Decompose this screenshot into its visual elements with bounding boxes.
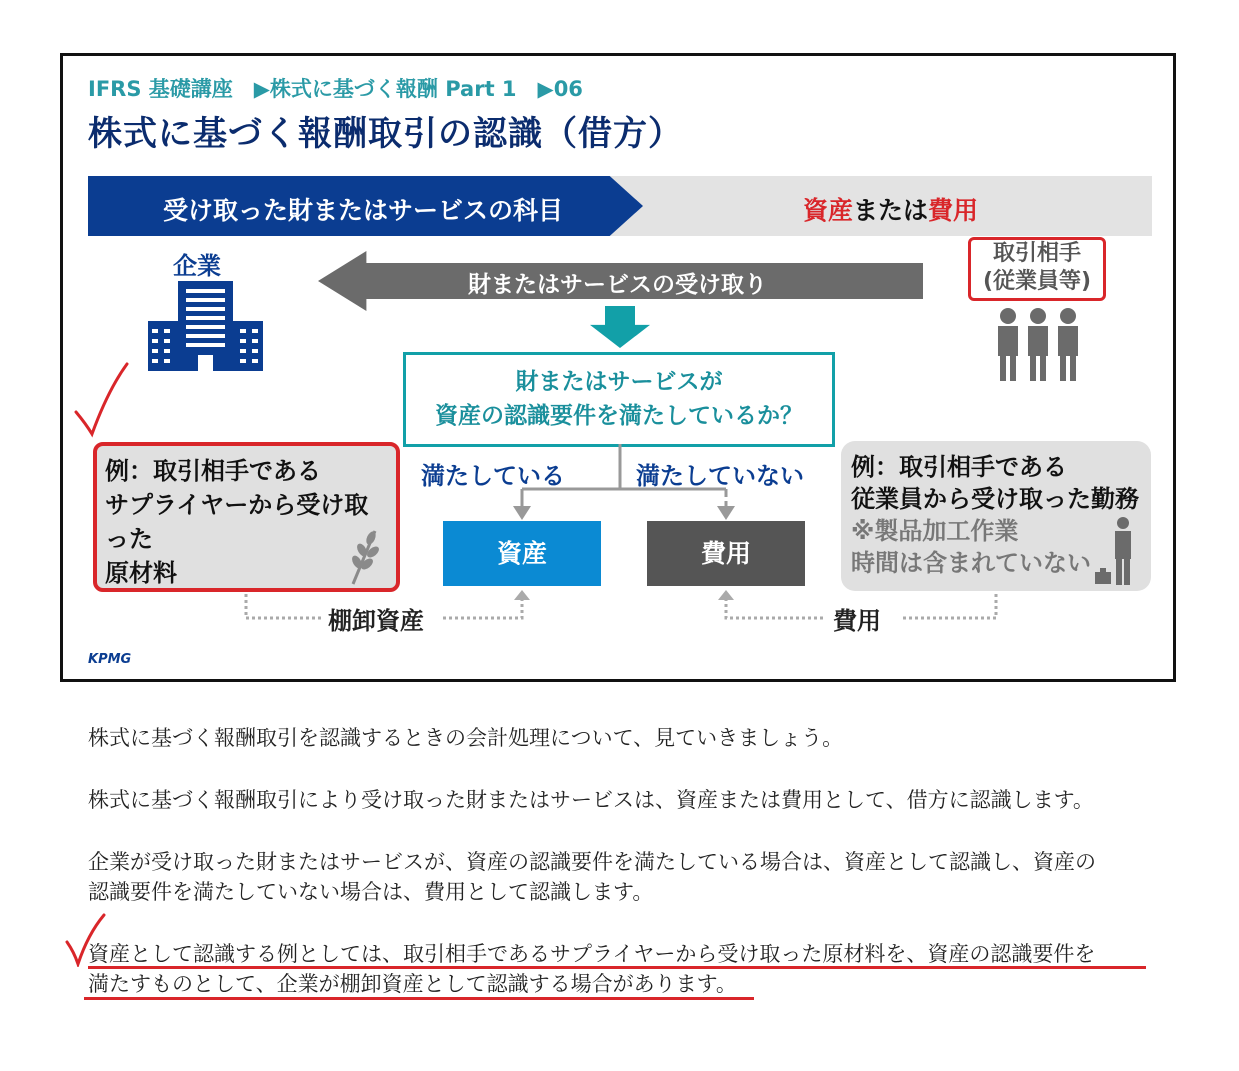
header-bar-left-label: 受け取った財またはサービスの科目 bbox=[163, 196, 564, 225]
checkmark-icon bbox=[72, 360, 132, 440]
asset-word: 資産 bbox=[803, 196, 854, 225]
slide bbox=[60, 53, 1176, 682]
left-example-line: 例：取引相手である bbox=[105, 457, 321, 485]
question-line1: 財またはサービスが bbox=[515, 369, 723, 395]
worker-icon bbox=[1093, 516, 1138, 588]
right-example-line: 例：取引相手である bbox=[851, 453, 1067, 481]
expense-word: 費用 bbox=[928, 196, 979, 225]
company-label: 企業 bbox=[173, 252, 221, 280]
unsatisfied-label: 満たしていない bbox=[636, 462, 804, 490]
partner-line2: (従業員等) bbox=[982, 269, 1092, 294]
wheat-icon bbox=[345, 526, 385, 586]
left-example-line: サプライヤーから受け取った bbox=[105, 491, 369, 553]
breadcrumb: IFRS 基礎講座 ▶株式に基づく報酬 Part 1 ▶06 bbox=[88, 77, 583, 101]
header-bar-right-label bbox=[803, 191, 978, 227]
question-line2: 資産の認識要件を満たしているか？ bbox=[435, 403, 803, 429]
asset-box: 資産 bbox=[443, 521, 601, 586]
people-icon bbox=[993, 306, 1083, 386]
receive-arrow-label: 財またはサービスの受け取り bbox=[468, 272, 767, 298]
right-note-line: 時間は含まれていない bbox=[851, 549, 1091, 577]
or-word: または bbox=[853, 196, 929, 225]
partner-box bbox=[968, 237, 1106, 301]
underline bbox=[88, 966, 1146, 969]
paragraph-2: 株式に基づく報酬取引により受け取った財またはサービスは、資産または費用として、借方に認識します。 bbox=[88, 788, 1094, 812]
down-arrow bbox=[590, 306, 650, 348]
slide-title: 株式に基づく報酬取引の認識（借方） bbox=[88, 114, 683, 154]
expense-bottom-label: 費用 bbox=[833, 607, 881, 635]
kpmg-logo: KPMG bbox=[88, 652, 132, 667]
left-example-line: 原材料 bbox=[105, 559, 177, 587]
building-icon bbox=[148, 281, 263, 371]
paragraph-4-line2: 満たすものとして、企業が棚卸資産として認識する場合があります。 bbox=[88, 972, 737, 996]
question-box bbox=[403, 352, 835, 447]
expense-box: 費用 bbox=[647, 521, 805, 586]
paragraph-3-line2: 認識要件を満たしていない場合は、費用として認識します。 bbox=[88, 880, 654, 904]
right-note-line: ※製品加工作業 bbox=[851, 517, 1019, 545]
inventory-label: 棚卸資産 bbox=[328, 607, 424, 635]
right-example-line: 従業員から受け取った勤務 bbox=[851, 485, 1139, 513]
underline bbox=[84, 997, 754, 1000]
paragraph-4-line1: 資産として認識する例としては、取引相手であるサプライヤーから受け取った原材料を、資産の認識要件を bbox=[88, 942, 1096, 966]
paragraph-3-line1: 企業が受け取った財またはサービスが、資産の認識要件を満たしている場合は、資産として認識し、資産の bbox=[88, 850, 1096, 874]
paragraph-1: 株式に基づく報酬取引を認識するときの会計処理について、見ていきましょう。 bbox=[88, 726, 844, 750]
satisfied-label: 満たしている bbox=[421, 462, 565, 490]
partner-line1: 取引相手 bbox=[992, 241, 1081, 266]
